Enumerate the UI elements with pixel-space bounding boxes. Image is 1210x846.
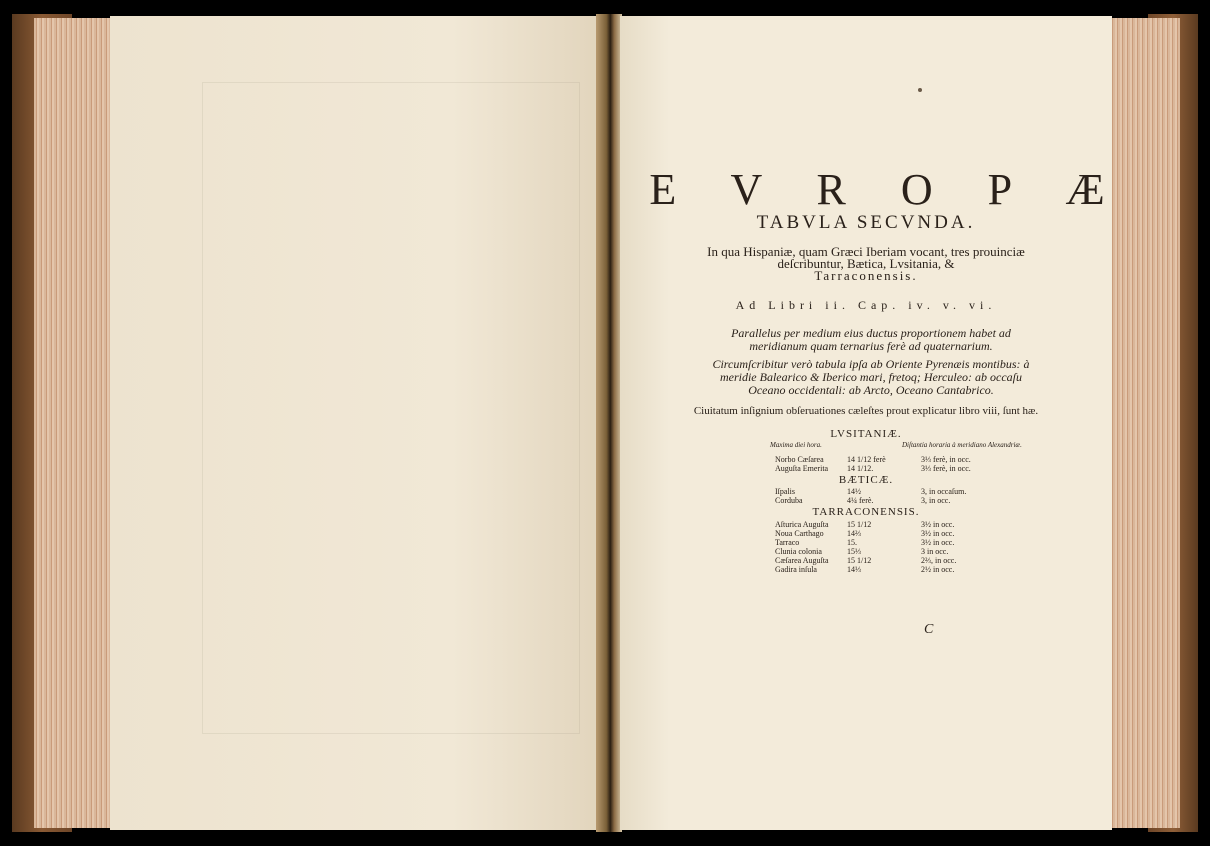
left-page [110,16,598,830]
distance-value: 3, in occ. [921,496,951,505]
paper-speck [918,88,922,92]
table-row [775,487,985,496]
table-row [775,547,985,556]
distance-value: 2⅔, in occ. [921,556,957,565]
city-name: Gadira inſula [775,565,817,574]
hora-value: 14⅓ [847,565,861,574]
table-row [775,556,985,565]
city-name: Aſturica Auguſta [775,520,829,529]
section-heading-baetica: BÆTICÆ. [838,474,894,486]
hora-value: 15⅓ [847,547,861,556]
hora-value: 14 1/12 ferè [847,455,886,464]
table-row [775,464,985,473]
hora-value: 14½ [847,487,861,496]
hora-value: 15 1/12 [847,556,872,565]
distance-value: 2½ in occ. [921,565,955,574]
distance-value: 3, in occaſum. [921,487,967,496]
show-through-map [202,82,580,734]
section-heading-lusitania: LVSITANIÆ. [830,428,902,440]
distance-value: 3⅓ ferè, in occ. [921,455,971,464]
table-row [775,529,985,538]
city-name: Clunia colonia [775,547,822,556]
chapter-reference: Ad Libri ii. Cap. iv. v. vi. [735,298,997,312]
left-page-edges [34,18,114,828]
city-name: Iſpalis [775,487,795,496]
section-heading-tarraconensis: TARRACONENSIS. [812,506,920,518]
city-name: Tarraco [775,538,800,547]
intro-text [620,246,1112,282]
paragraph-boundaries: Circumſcribitur verò tabula ipſa ab Oriente Pyrenæis montibus: à meridie Balearico & Iberico mari, fretoq; Herculeo: ab occaſu Oceano occidentali: ab Arcto, Oceano Cantabrico. [712,357,1030,397]
intro-line: deſcribuntur, Bætica, Lvsitania, & [777,256,955,271]
intro-line: In qua Hispaniæ, quam Græci Iberiam vocant, tres prouinciæ [707,244,1025,259]
distance-value: 3½ in occ. [921,538,955,547]
hora-value: 14⅔ [847,529,861,538]
column-head-hora: Maxima diei hora. [770,441,822,449]
intro-line: Tarraconensis. [814,268,918,283]
city-name: Corduba [775,496,803,505]
civitatum-line: Ciuitatum inſignium obſeruationes cæleſtes prout explicatur libro viii, ſunt hæ. [693,405,1039,417]
page-title: E V R O P Æ [649,165,1127,214]
distance-value: 3 in occ. [921,547,949,556]
table-row [775,455,985,464]
city-name: Auguſta Emerita [775,464,829,473]
table-row [775,496,985,505]
column-head-distance: Diſtantia horaria à meridiano Alexandriæ. [902,441,1022,449]
book-gutter [596,14,622,832]
distance-value: 3⅓ ferè, in occ. [921,464,971,473]
right-page [620,16,1127,830]
paragraph-parallel: Parallelus per medium eius ductus proportionem habet ad meridianum quam ternarius ferè ad quaternarium. [731,326,1011,353]
right-page-edges [1110,18,1180,828]
hora-value: 15 1/12 [847,520,872,529]
hora-value: 15. [847,538,857,547]
page-subtitle: TABVLA SECVNDA. [756,212,976,233]
hora-value: 14 1/12. [847,464,874,473]
signature-mark: C [924,622,934,637]
table-row [775,520,985,529]
city-name: Noua Carthago [775,529,824,538]
table-row [775,538,985,547]
table-row [775,565,985,574]
city-name: Norbo Cæſarea [775,455,824,464]
distance-value: 3½ in occ. [921,520,955,529]
city-name: Cæſarea Auguſta [775,556,829,565]
hora-value: 4¼ ferè. [847,496,874,505]
distance-value: 3½ in occ. [921,529,955,538]
